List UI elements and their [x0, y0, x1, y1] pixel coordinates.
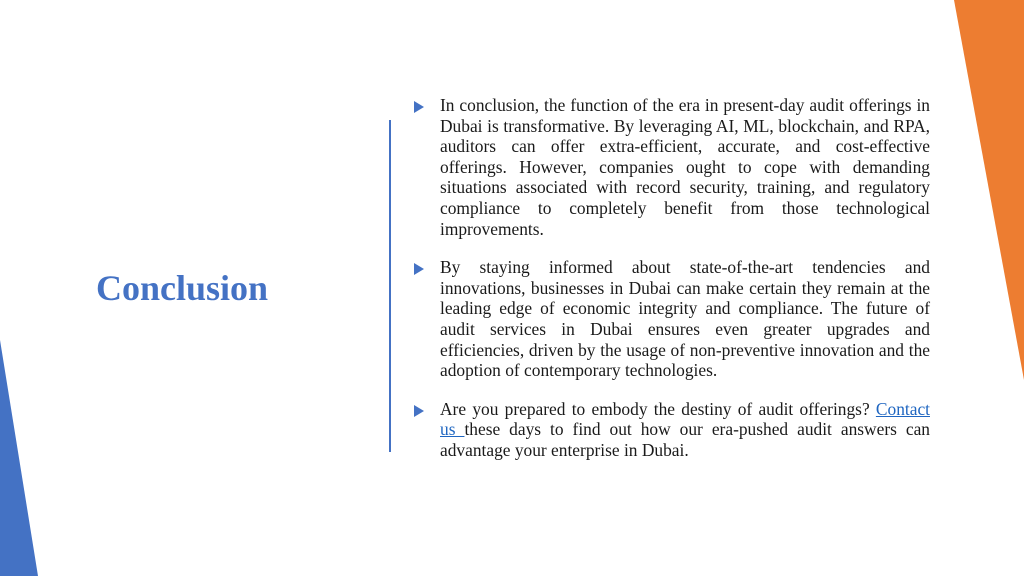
- bullet-item-1: [412, 95, 930, 239]
- blue-accent-stripe: [0, 340, 38, 576]
- vertical-divider: [389, 120, 391, 452]
- contact-us-link[interactable]: Contact us: [440, 398, 930, 440]
- slide-title: Conclusion: [96, 268, 269, 308]
- bullet-text-2: By staying informed about state-of-the-art tendencies and innovations, businesses in Dubai can make certain they remain at the leading edge of economic integrity and compliance. The future of audit services in Dubai ensures even greater upgrades and efficiencies, driven by the usage of non-preventive innovation and the adoption of contemporary technologies.: [440, 257, 930, 381]
- bullet-list: [412, 95, 930, 479]
- triangle-bullet-icon: [414, 405, 424, 417]
- orange-accent-stripe: [954, 0, 1024, 380]
- triangle-bullet-icon: [414, 101, 424, 113]
- triangle-bullet-icon: [414, 263, 424, 275]
- bullet-text-3-before: Are you prepared to embody the destiny of audit offerings?: [440, 398, 876, 419]
- bullet-text-1: In conclusion, the function of the era in present-day audit offerings in Dubai is transformative. By leveraging AI, ML, blockchain, and RPA, auditors can offer extra-efficient, accurate, and cost-effective offerings. However, companies ought to cope with demanding situations associated with record security, training, and regulatory compliance to completely benefit from those technological improvements.: [440, 95, 930, 239]
- bullet-text-3-after: these days to find out how our era-pushed audit answers can advantage your enterprise in Dubai.: [440, 419, 930, 460]
- bullet-item-2: [412, 257, 930, 381]
- bullet-item-3: [412, 399, 930, 461]
